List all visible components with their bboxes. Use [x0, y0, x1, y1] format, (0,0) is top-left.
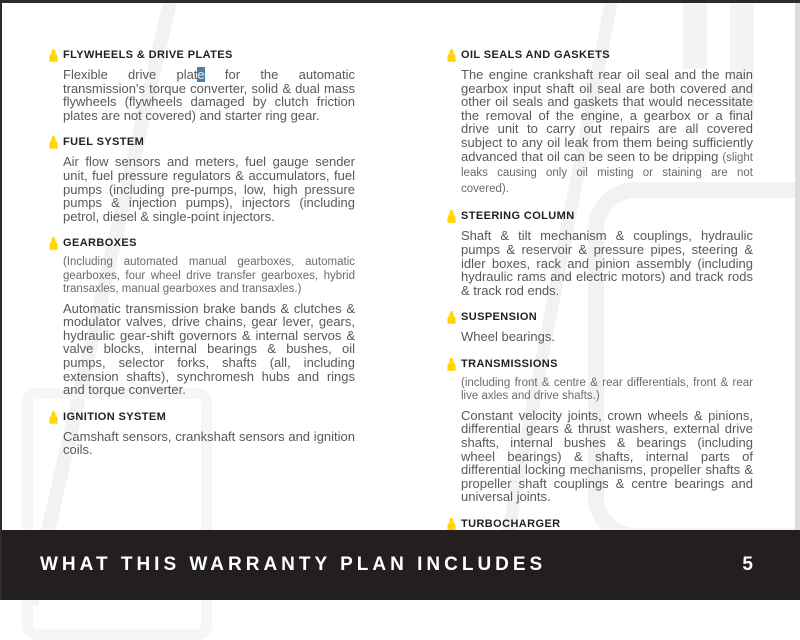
section-note: (including front & centre & rear differentials, front & rear live axles and drive shafts.) — [461, 376, 753, 403]
footer-title: WHAT THIS WARRANTY PLAN INCLUDES — [40, 554, 547, 575]
section-heading: FUEL SYSTEM — [63, 136, 145, 149]
section-paragraph: Wheel bearings. — [461, 329, 555, 345]
paragraph-text: for the automatic transmission's torque converter, solid & dual mass flywheels (flywheels damaged by clutch friction plates are not covered) and starter ring gear. — [63, 67, 355, 123]
section-flywheels — [49, 49, 355, 136]
spark-plug-icon — [447, 358, 461, 518]
section-heading: FLYWHEELS & DRIVE PLATES — [63, 49, 233, 61]
section-fuel-system — [49, 136, 355, 237]
page-content — [49, 49, 751, 564]
spark-plug-icon — [447, 210, 461, 311]
section-paragraph — [63, 68, 355, 122]
section-heading: SUSPENSION — [461, 311, 538, 324]
highlighted-char: e — [197, 67, 205, 82]
section-heading: TURBOCHARGER — [461, 517, 561, 530]
section-paragraph: Constant velocity joints, crown wheels & pinions, differential gears & thrust washers, external drive shafts, internal bushes & bearings (including wheel bearings) & shafts, internal parts of differential locking mechanisms, propeller shafts & propeller shaft couplings & centre bearings and universal joints. — [461, 407, 753, 505]
section-paragraph: Air flow sensors and meters, fuel gauge sender unit, fuel pressure regulators & accumulators, fuel pumps (including pre-pumps, low, high pressure pumps & injection pumps), injectors (including petrol, diesel & single-point injectors. — [63, 154, 355, 224]
section-paragraph: Automatic transmission brake bands & clutches & modulator valves, drive chains, gear lever, gears, hydraulic gear-shift governors & internal servos & valve blocks, internal bearings & bushes, oil pumps, selector forks, shafts (all, including extension shafts), synchromesh hubs and rings and torque converter. — [63, 300, 355, 398]
section-paragraph — [461, 68, 753, 196]
section-suspension — [447, 311, 753, 358]
section-heading: IGNITION SYSTEM — [63, 410, 167, 423]
section-note: (Including automated manual gearboxes, automatic gearboxes, four wheel drive transfer gearboxes, hybrid transaxles, manual gearboxes and transaxles.) — [63, 256, 355, 296]
section-paragraph: Shaft & tilt mechanism & couplings, hydraulic pumps & reservoir & pressure pipes, steering & idler boxes, rack and pinion assembly (including hydraulic rams and electric motors) and track rods & track rod ends. — [461, 228, 753, 298]
spark-plug-icon — [447, 311, 461, 358]
section-heading: GEARBOXES — [63, 237, 137, 250]
spark-plug-icon — [49, 136, 63, 237]
section-heading: STEERING COLUMN — [461, 210, 575, 223]
section-ignition-system — [49, 411, 355, 471]
section-note: (slight leaks causing only oil misting or staining are not covered). — [461, 151, 753, 195]
spark-plug-icon — [49, 49, 63, 136]
paragraph-text: Flexible drive plat — [63, 67, 198, 82]
page-left-edge — [0, 0, 2, 600]
column-left — [49, 49, 355, 564]
page-top-edge — [0, 0, 800, 3]
spark-plug-icon — [49, 237, 63, 410]
page-right-edge — [795, 3, 800, 530]
section-oil-seals — [447, 49, 753, 210]
column-right — [447, 49, 753, 564]
section-steering-column — [447, 210, 753, 311]
section-transmissions — [447, 358, 753, 518]
section-heading: OIL SEALS AND GASKETS — [461, 49, 610, 61]
section-gearboxes — [49, 237, 355, 410]
page-number: 5 — [742, 554, 753, 575]
section-heading: TRANSMISSIONS — [461, 357, 558, 370]
paragraph-text: The engine crankshaft rear oil seal and the main gearbox input shaft oil seal are both covered and other oil seals and gaskets that would necessitate the removal of the engine, a gearbox or a final drive unit to carry out repairs are all covered subject to any oil leak from them being sufficiently advanced that oil can be seen to be dripping — [461, 67, 753, 164]
spark-plug-icon — [447, 49, 461, 210]
section-paragraph: Camshaft sensors, crankshaft sensors and ignition coils. — [63, 428, 355, 458]
footer-bar — [0, 530, 800, 600]
spark-plug-icon — [49, 411, 63, 471]
